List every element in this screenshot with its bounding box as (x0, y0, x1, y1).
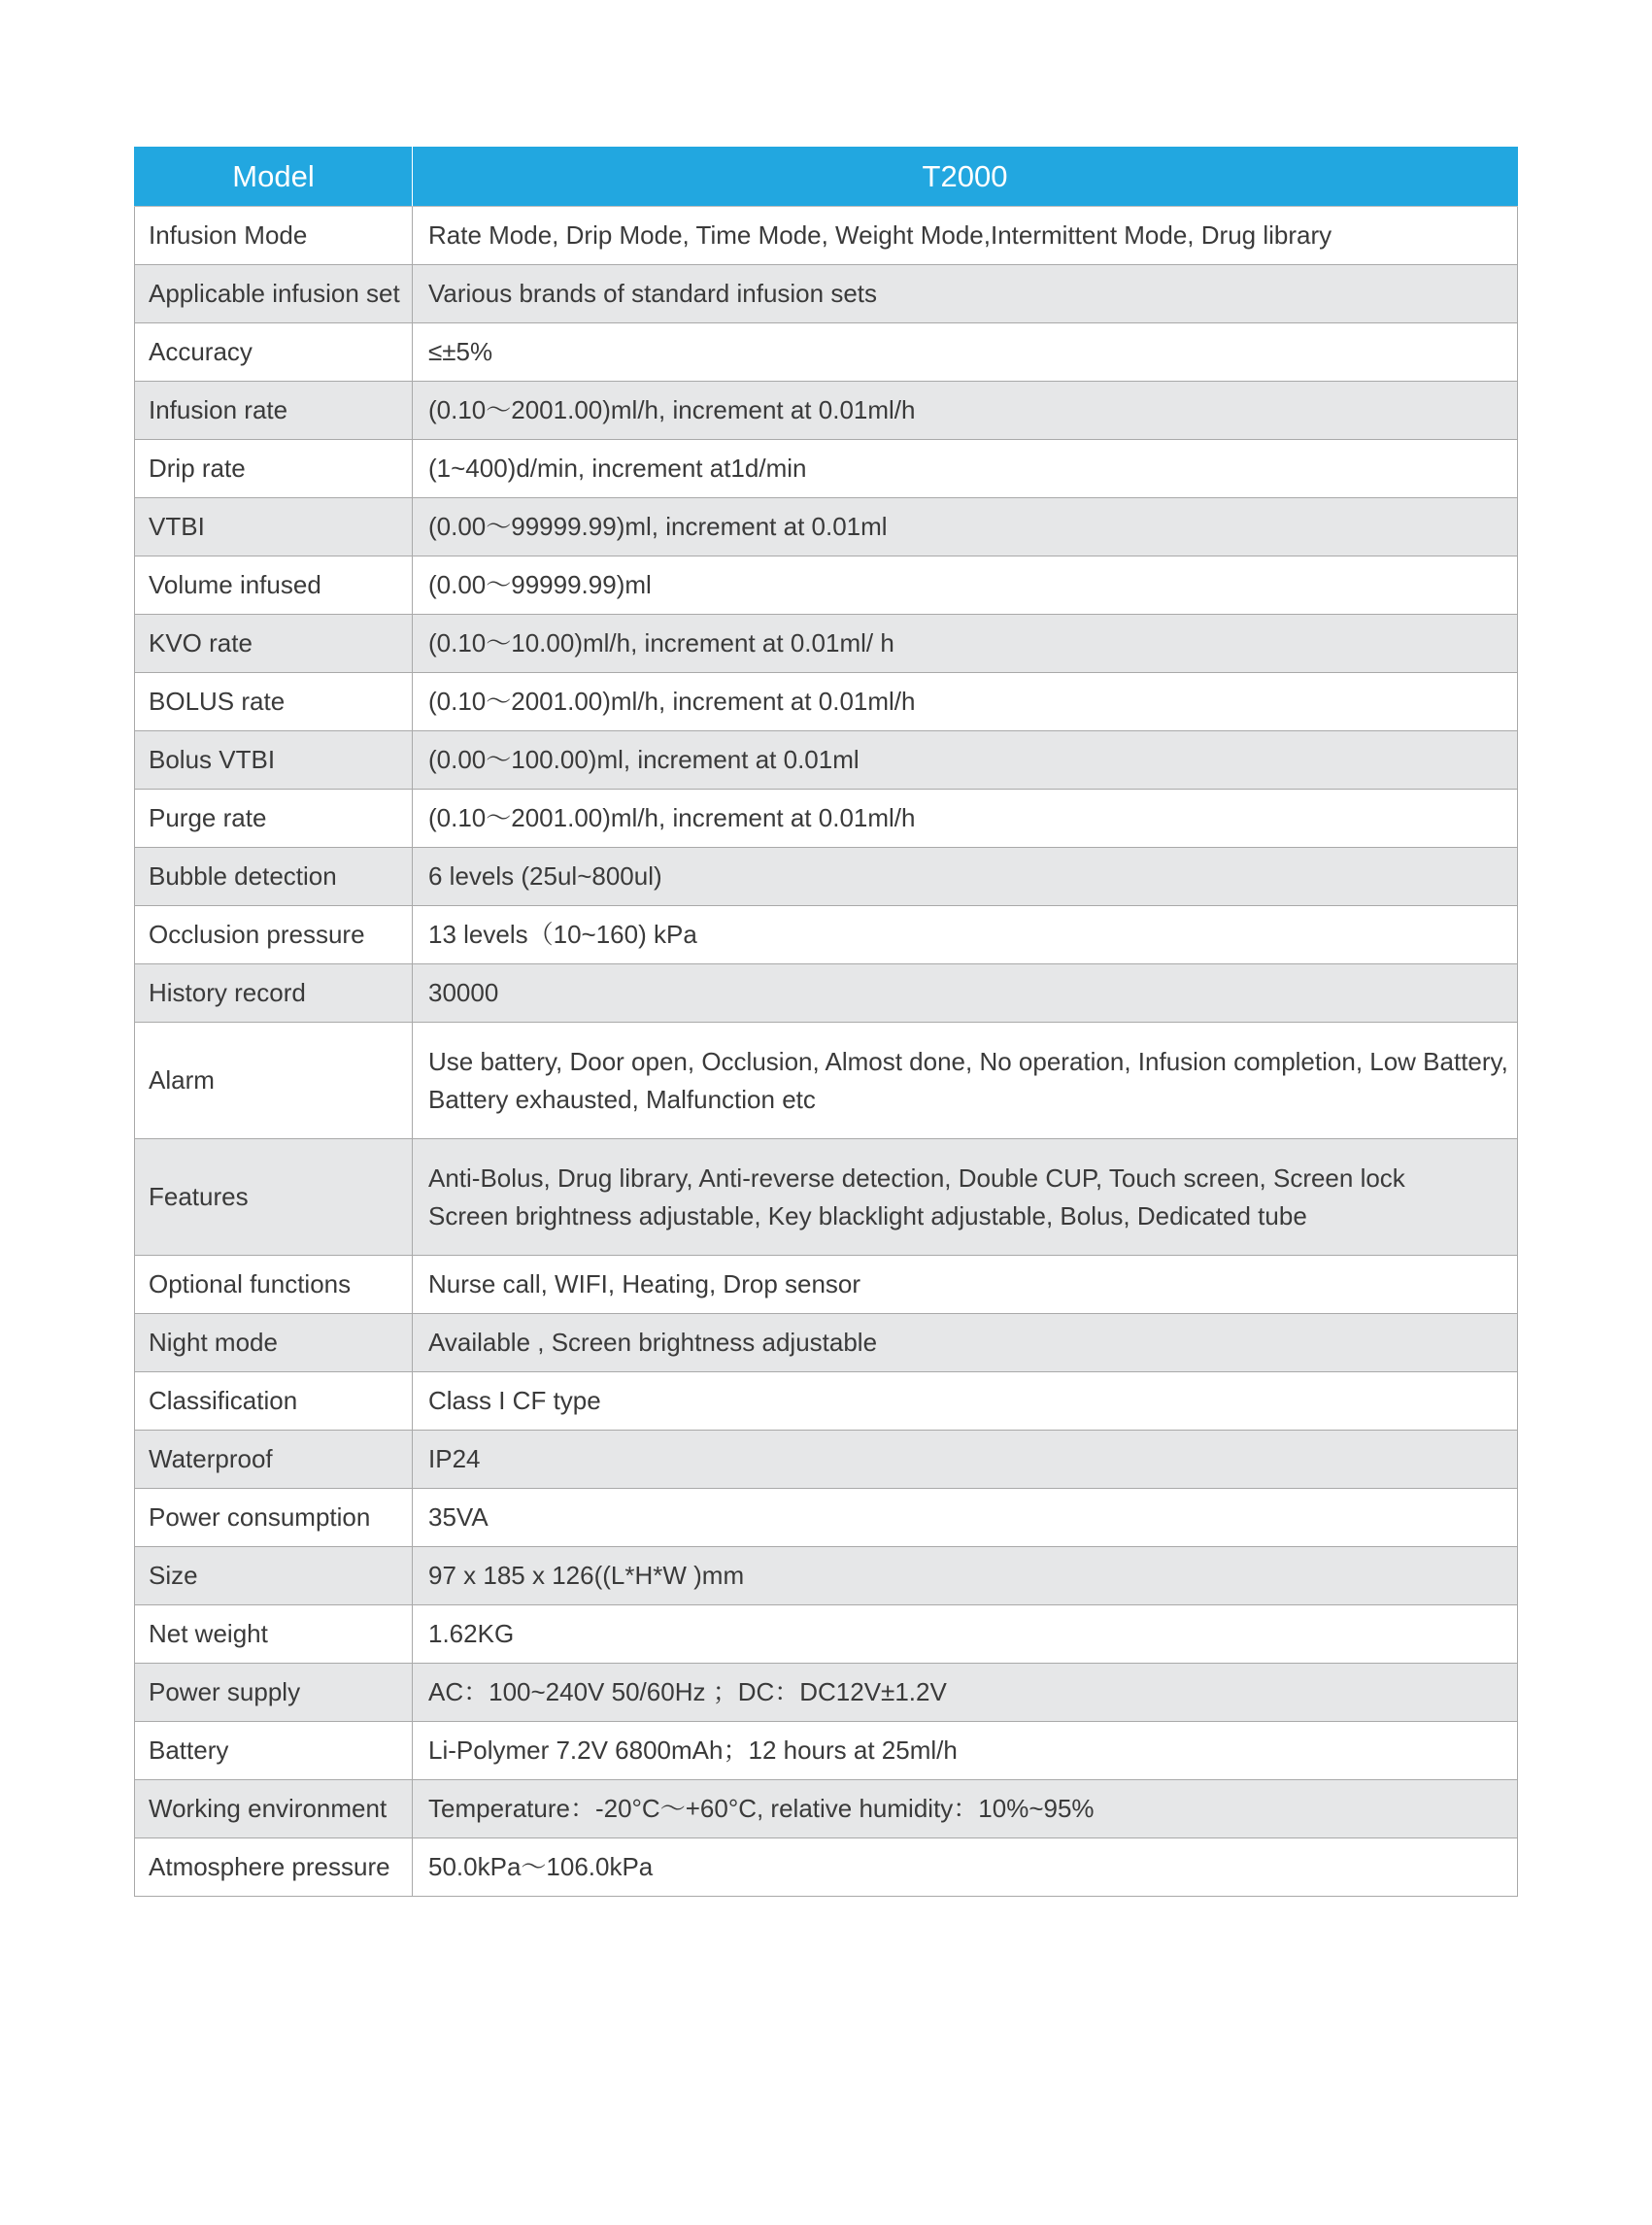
row-label: Size (135, 1547, 413, 1605)
table-row (135, 1722, 1518, 1780)
row-label: Waterproof (135, 1431, 413, 1489)
table-row (135, 382, 1518, 440)
row-label: Working environment (135, 1780, 413, 1838)
table-row (135, 1314, 1518, 1372)
row-value: 1.62KG (413, 1605, 1518, 1664)
row-label: Infusion rate (135, 382, 413, 440)
table-row (135, 1489, 1518, 1547)
table-row (135, 906, 1518, 964)
row-value: ≤±5% (413, 323, 1518, 382)
row-value: 50.0kPa～106.0kPa (413, 1838, 1518, 1897)
row-value: AC：100~240V 50/60Hz ；DC：DC12V±1.2V (413, 1664, 1518, 1722)
table-row (135, 323, 1518, 382)
row-value-line: Anti-Bolus, Drug library, Anti-reverse detection, Double CUP, Touch screen, Screen lock (428, 1163, 1405, 1193)
row-value: (0.00～99999.99)ml (413, 556, 1518, 615)
table-row (135, 1547, 1518, 1605)
row-label: Volume infused (135, 556, 413, 615)
row-value: Li-Polymer 7.2V 6800mAh；12 hours at 25ml/h (413, 1722, 1518, 1780)
row-label: Night mode (135, 1314, 413, 1372)
row-value: 30000 (413, 964, 1518, 1023)
spec-table (134, 147, 1518, 1897)
row-value (413, 1139, 1518, 1256)
table-row (135, 731, 1518, 790)
row-label: Purge rate (135, 790, 413, 848)
table-row (135, 1372, 1518, 1431)
table-row (135, 1838, 1518, 1897)
row-value-line: Screen brightness adjustable, Key blacklight adjustable, Bolus, Dedicated tube (428, 1200, 1307, 1230)
row-label: Alarm (135, 1023, 413, 1139)
table-row (135, 1664, 1518, 1722)
row-value: 35VA (413, 1489, 1518, 1547)
row-label: Atmosphere pressure (135, 1838, 413, 1897)
header-model-label: Model (135, 148, 413, 207)
table-row (135, 848, 1518, 906)
row-label: Applicable infusion set (135, 265, 413, 323)
table-row (135, 1605, 1518, 1664)
row-value: Available , Screen brightness adjustable (413, 1314, 1518, 1372)
table-row (135, 1431, 1518, 1489)
row-label: Features (135, 1139, 413, 1256)
row-value: (0.10～2001.00)ml/h, increment at 0.01ml/h (413, 790, 1518, 848)
table-header-row (135, 148, 1518, 207)
row-value: 13 levels（10~160) kPa (413, 906, 1518, 964)
row-label: Battery (135, 1722, 413, 1780)
row-label: Power supply (135, 1664, 413, 1722)
row-label: Bubble detection (135, 848, 413, 906)
table-row (135, 1139, 1518, 1256)
table-row (135, 790, 1518, 848)
row-value: (0.10～2001.00)ml/h, increment at 0.01ml/h (413, 382, 1518, 440)
table-row (135, 964, 1518, 1023)
row-value: IP24 (413, 1431, 1518, 1489)
row-label: Bolus VTBI (135, 731, 413, 790)
row-label: Infusion Mode (135, 207, 413, 265)
table-row (135, 498, 1518, 556)
row-label: KVO rate (135, 615, 413, 673)
row-value: 97 x 185 x 126((L*H*W )mm (413, 1547, 1518, 1605)
row-label: Classification (135, 1372, 413, 1431)
row-label: History record (135, 964, 413, 1023)
row-value: (1~400)d/min, increment at1d/min (413, 440, 1518, 498)
table-row (135, 440, 1518, 498)
row-value: Use battery, Door open, Occlusion, Almost done, No operation, Infusion completion, Low Battery, Battery exhausted, Malfunction etc (413, 1023, 1518, 1139)
row-value: Temperature：-20°C～+60°C, relative humidity：10%~95% (413, 1780, 1518, 1838)
row-value: (0.10～10.00)ml/h, increment at 0.01ml/ h (413, 615, 1518, 673)
row-label: Occlusion pressure (135, 906, 413, 964)
table-row (135, 1256, 1518, 1314)
table-row (135, 673, 1518, 731)
table-row (135, 556, 1518, 615)
row-value: Rate Mode, Drip Mode, Time Mode, Weight Mode,Intermittent Mode, Drug library (413, 207, 1518, 265)
table-row (135, 1023, 1518, 1139)
row-label: Power consumption (135, 1489, 413, 1547)
row-label: BOLUS rate (135, 673, 413, 731)
row-label: Net weight (135, 1605, 413, 1664)
row-value: Nurse call, WIFI, Heating, Drop sensor (413, 1256, 1518, 1314)
row-value: 6 levels (25ul~800ul) (413, 848, 1518, 906)
row-value: (0.00～99999.99)ml, increment at 0.01ml (413, 498, 1518, 556)
row-value: (0.00～100.00)ml, increment at 0.01ml (413, 731, 1518, 790)
row-value: Various brands of standard infusion sets (413, 265, 1518, 323)
row-label: Drip rate (135, 440, 413, 498)
row-label: Accuracy (135, 323, 413, 382)
row-label: Optional functions (135, 1256, 413, 1314)
row-value: (0.10～2001.00)ml/h, increment at 0.01ml/h (413, 673, 1518, 731)
row-value: Class I CF type (413, 1372, 1518, 1431)
header-model-value: T2000 (413, 148, 1518, 207)
table-row (135, 265, 1518, 323)
table-row (135, 207, 1518, 265)
table-row (135, 1780, 1518, 1838)
row-label: VTBI (135, 498, 413, 556)
table-row (135, 615, 1518, 673)
